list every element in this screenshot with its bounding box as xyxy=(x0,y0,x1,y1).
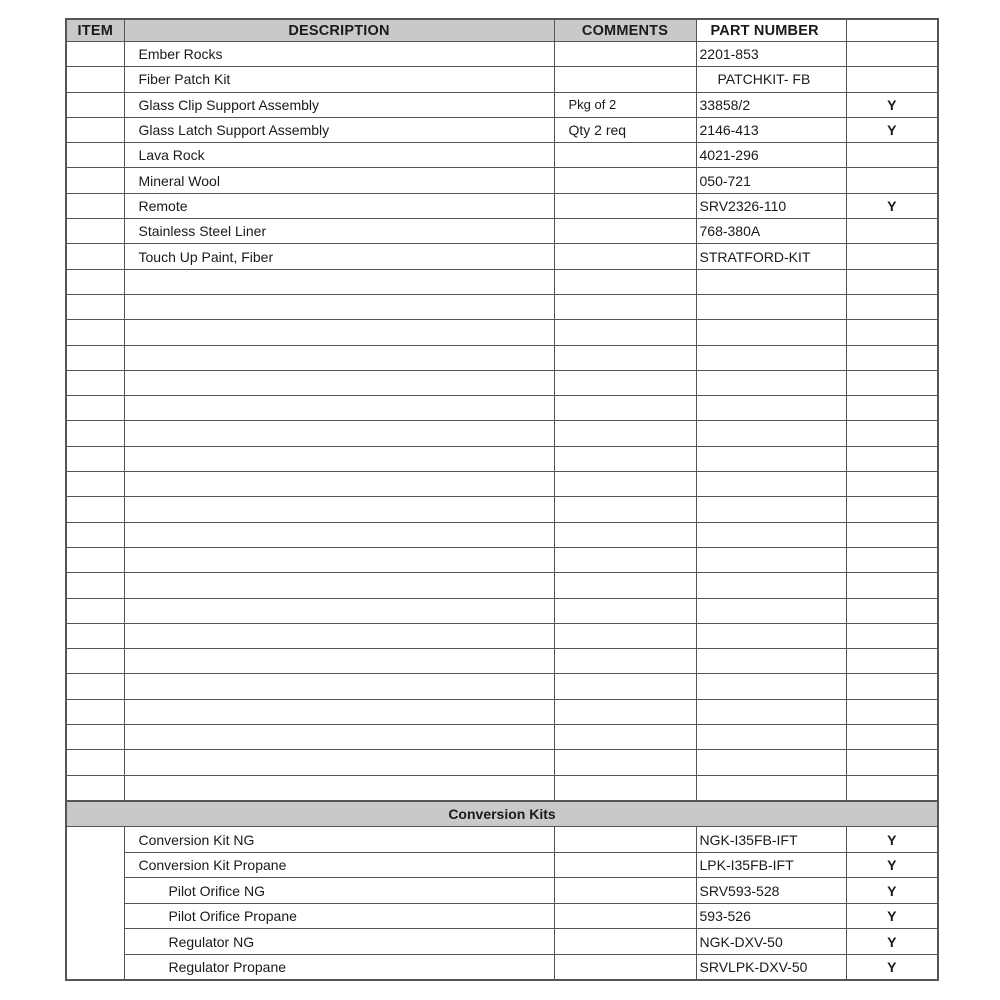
comments-cell: Pkg of 2 xyxy=(554,92,696,117)
empty-cell xyxy=(124,320,554,345)
empty-table-row xyxy=(66,775,938,801)
kit-comments-cell xyxy=(554,954,696,980)
empty-cell xyxy=(554,725,696,750)
item-cell xyxy=(66,244,124,269)
kit-description-cell: Conversion Kit Propane xyxy=(124,852,554,878)
empty-cell xyxy=(554,320,696,345)
comments-cell xyxy=(554,193,696,218)
part-number-cell: PATCHKIT- FB xyxy=(696,67,846,92)
column-header-comments: COMMENTS xyxy=(554,19,696,42)
kit-description-cell: Regulator NG xyxy=(124,929,554,955)
empty-cell xyxy=(696,573,846,598)
empty-cell xyxy=(554,421,696,446)
empty-table-row xyxy=(66,497,938,522)
empty-cell xyxy=(846,345,938,370)
empty-cell xyxy=(124,370,554,395)
empty-cell xyxy=(124,750,554,775)
empty-cell xyxy=(554,547,696,572)
empty-cell xyxy=(554,623,696,648)
item-cell xyxy=(66,117,124,142)
item-cell xyxy=(66,193,124,218)
empty-table-row xyxy=(66,674,938,699)
part-number-cell: 050-721 xyxy=(696,168,846,193)
empty-cell xyxy=(696,598,846,623)
empty-cell xyxy=(124,775,554,801)
kit-flag-cell: Y xyxy=(846,954,938,980)
table-row xyxy=(66,92,938,117)
empty-table-row xyxy=(66,522,938,547)
empty-cell xyxy=(124,345,554,370)
empty-cell xyxy=(66,294,124,319)
empty-cell xyxy=(124,725,554,750)
item-cell xyxy=(66,219,124,244)
empty-cell xyxy=(66,396,124,421)
flag-cell xyxy=(846,42,938,67)
empty-cell xyxy=(846,446,938,471)
empty-cell xyxy=(554,598,696,623)
empty-cell xyxy=(846,396,938,421)
empty-cell xyxy=(846,522,938,547)
table-header-row xyxy=(66,19,938,42)
empty-cell xyxy=(696,421,846,446)
empty-cell xyxy=(124,573,554,598)
empty-cell xyxy=(846,472,938,497)
empty-cell xyxy=(554,345,696,370)
empty-cell xyxy=(66,775,124,801)
empty-table-row xyxy=(66,294,938,319)
kit-description-cell: Regulator Propane xyxy=(124,954,554,980)
empty-cell xyxy=(846,674,938,699)
empty-cell xyxy=(66,497,124,522)
kit-row xyxy=(66,878,938,904)
table-row xyxy=(66,244,938,269)
empty-cell xyxy=(846,725,938,750)
flag-cell: Y xyxy=(846,117,938,142)
empty-cell xyxy=(554,674,696,699)
empty-cell xyxy=(696,547,846,572)
empty-cell xyxy=(124,497,554,522)
kit-description-cell: Pilot Orifice NG xyxy=(124,878,554,904)
empty-table-row xyxy=(66,649,938,674)
empty-cell xyxy=(846,497,938,522)
flag-cell: Y xyxy=(846,92,938,117)
empty-cell xyxy=(554,472,696,497)
empty-cell xyxy=(846,699,938,724)
comments-cell xyxy=(554,168,696,193)
table-row xyxy=(66,67,938,92)
item-cell xyxy=(66,42,124,67)
kit-row xyxy=(66,827,938,853)
table-row xyxy=(66,193,938,218)
kit-part-number-cell: NGK-DXV-50 xyxy=(696,929,846,955)
parts-body xyxy=(66,42,938,801)
part-number-cell: SRV2326-110 xyxy=(696,193,846,218)
description-cell: Fiber Patch Kit xyxy=(124,67,554,92)
column-header-description: DESCRIPTION xyxy=(124,19,554,42)
conversion-kits-body xyxy=(66,801,938,981)
item-cell xyxy=(66,67,124,92)
empty-cell xyxy=(554,649,696,674)
empty-cell xyxy=(696,522,846,547)
empty-table-row xyxy=(66,750,938,775)
flag-cell xyxy=(846,219,938,244)
empty-cell xyxy=(846,294,938,319)
section-title: Conversion Kits xyxy=(66,801,938,827)
section-header-row xyxy=(66,801,938,827)
empty-cell xyxy=(554,396,696,421)
empty-cell xyxy=(66,547,124,572)
flag-cell xyxy=(846,143,938,168)
empty-cell xyxy=(66,699,124,724)
empty-table-row xyxy=(66,725,938,750)
empty-cell xyxy=(846,623,938,648)
empty-cell xyxy=(66,573,124,598)
kit-description-cell: Conversion Kit NG xyxy=(124,827,554,853)
empty-cell xyxy=(66,446,124,471)
comments-cell xyxy=(554,219,696,244)
empty-cell xyxy=(696,446,846,471)
empty-cell xyxy=(66,320,124,345)
empty-cell xyxy=(696,623,846,648)
table-row xyxy=(66,42,938,67)
kit-row xyxy=(66,852,938,878)
description-cell: Glass Latch Support Assembly xyxy=(124,117,554,142)
empty-cell xyxy=(124,472,554,497)
kit-flag-cell: Y xyxy=(846,903,938,929)
part-number-cell: STRATFORD-KIT xyxy=(696,244,846,269)
empty-cell xyxy=(554,370,696,395)
empty-cell xyxy=(66,522,124,547)
empty-cell xyxy=(66,598,124,623)
kit-part-number-cell: SRV593-528 xyxy=(696,878,846,904)
empty-cell xyxy=(846,547,938,572)
empty-cell xyxy=(124,446,554,471)
part-number-cell: 2146-413 xyxy=(696,117,846,142)
parts-table xyxy=(65,18,939,981)
empty-cell xyxy=(66,269,124,294)
empty-cell xyxy=(66,750,124,775)
comments-cell xyxy=(554,143,696,168)
empty-cell xyxy=(846,775,938,801)
empty-table-row xyxy=(66,573,938,598)
description-cell: Lava Rock xyxy=(124,143,554,168)
kit-row xyxy=(66,903,938,929)
empty-cell xyxy=(696,320,846,345)
parts-list-sheet xyxy=(65,18,937,981)
empty-cell xyxy=(66,623,124,648)
kit-comments-cell xyxy=(554,903,696,929)
kit-part-number-cell: SRVLPK-DXV-50 xyxy=(696,954,846,980)
empty-cell xyxy=(554,269,696,294)
part-number-cell: 4021-296 xyxy=(696,143,846,168)
empty-cell xyxy=(696,396,846,421)
empty-cell xyxy=(554,775,696,801)
description-cell: Touch Up Paint, Fiber xyxy=(124,244,554,269)
table-row xyxy=(66,168,938,193)
kit-part-number-cell: LPK-I35FB-IFT xyxy=(696,852,846,878)
empty-cell xyxy=(846,573,938,598)
empty-cell xyxy=(124,649,554,674)
empty-cell xyxy=(696,775,846,801)
part-number-cell: 2201-853 xyxy=(696,42,846,67)
empty-cell xyxy=(124,547,554,572)
kit-part-number-cell: 593-526 xyxy=(696,903,846,929)
empty-table-row xyxy=(66,699,938,724)
flag-cell xyxy=(846,244,938,269)
empty-cell xyxy=(696,649,846,674)
comments-cell xyxy=(554,244,696,269)
empty-cell xyxy=(696,472,846,497)
empty-cell xyxy=(696,269,846,294)
flag-cell: Y xyxy=(846,193,938,218)
column-header-item: ITEM xyxy=(66,19,124,42)
kit-comments-cell xyxy=(554,827,696,853)
kit-item-cell xyxy=(66,827,124,981)
empty-cell xyxy=(696,750,846,775)
empty-cell xyxy=(554,446,696,471)
empty-table-row xyxy=(66,421,938,446)
empty-cell xyxy=(846,269,938,294)
empty-cell xyxy=(554,699,696,724)
empty-cell xyxy=(696,674,846,699)
empty-table-row xyxy=(66,370,938,395)
kit-comments-cell xyxy=(554,852,696,878)
comments-cell: Qty 2 req xyxy=(554,117,696,142)
comments-cell xyxy=(554,42,696,67)
empty-cell xyxy=(66,649,124,674)
item-cell xyxy=(66,143,124,168)
empty-cell xyxy=(846,370,938,395)
kit-part-number-cell: NGK-I35FB-IFT xyxy=(696,827,846,853)
table-row xyxy=(66,219,938,244)
empty-cell xyxy=(696,294,846,319)
flag-cell xyxy=(846,67,938,92)
empty-cell xyxy=(124,396,554,421)
empty-table-row xyxy=(66,598,938,623)
empty-cell xyxy=(696,497,846,522)
kit-comments-cell xyxy=(554,929,696,955)
kit-flag-cell: Y xyxy=(846,827,938,853)
comments-cell xyxy=(554,67,696,92)
empty-cell xyxy=(124,699,554,724)
empty-cell xyxy=(124,421,554,446)
kit-flag-cell: Y xyxy=(846,929,938,955)
empty-cell xyxy=(66,472,124,497)
empty-cell xyxy=(66,370,124,395)
kit-row xyxy=(66,929,938,955)
part-number-cell: 768-380A xyxy=(696,219,846,244)
empty-cell xyxy=(554,522,696,547)
kit-description-cell: Pilot Orifice Propane xyxy=(124,903,554,929)
kit-row xyxy=(66,954,938,980)
empty-table-row xyxy=(66,345,938,370)
description-cell: Glass Clip Support Assembly xyxy=(124,92,554,117)
empty-table-row xyxy=(66,446,938,471)
flag-cell xyxy=(846,168,938,193)
empty-cell xyxy=(124,598,554,623)
empty-cell xyxy=(696,699,846,724)
empty-cell xyxy=(66,421,124,446)
empty-cell xyxy=(554,573,696,598)
empty-cell xyxy=(124,522,554,547)
empty-cell xyxy=(696,345,846,370)
column-header-part-number: PART NUMBER xyxy=(696,19,846,42)
kit-flag-cell: Y xyxy=(846,852,938,878)
kit-comments-cell xyxy=(554,878,696,904)
column-header-flag xyxy=(846,19,938,42)
empty-table-row xyxy=(66,396,938,421)
description-cell: Mineral Wool xyxy=(124,168,554,193)
empty-cell xyxy=(124,674,554,699)
description-cell: Ember Rocks xyxy=(124,42,554,67)
empty-cell xyxy=(696,370,846,395)
empty-cell xyxy=(696,725,846,750)
empty-cell xyxy=(66,345,124,370)
empty-table-row xyxy=(66,320,938,345)
table-row xyxy=(66,117,938,142)
table-row xyxy=(66,143,938,168)
description-cell: Stainless Steel Liner xyxy=(124,219,554,244)
empty-cell xyxy=(66,674,124,699)
item-cell xyxy=(66,168,124,193)
empty-cell xyxy=(124,623,554,648)
empty-cell xyxy=(554,497,696,522)
item-cell xyxy=(66,92,124,117)
empty-cell xyxy=(846,421,938,446)
empty-cell xyxy=(846,320,938,345)
empty-cell xyxy=(66,725,124,750)
empty-cell xyxy=(846,750,938,775)
empty-cell xyxy=(124,294,554,319)
empty-cell xyxy=(846,598,938,623)
empty-table-row xyxy=(66,623,938,648)
empty-table-row xyxy=(66,547,938,572)
empty-table-row xyxy=(66,269,938,294)
kit-flag-cell: Y xyxy=(846,878,938,904)
empty-cell xyxy=(554,750,696,775)
empty-table-row xyxy=(66,472,938,497)
empty-cell xyxy=(846,649,938,674)
description-cell: Remote xyxy=(124,193,554,218)
empty-cell xyxy=(554,294,696,319)
part-number-cell: 33858/2 xyxy=(696,92,846,117)
empty-cell xyxy=(124,269,554,294)
